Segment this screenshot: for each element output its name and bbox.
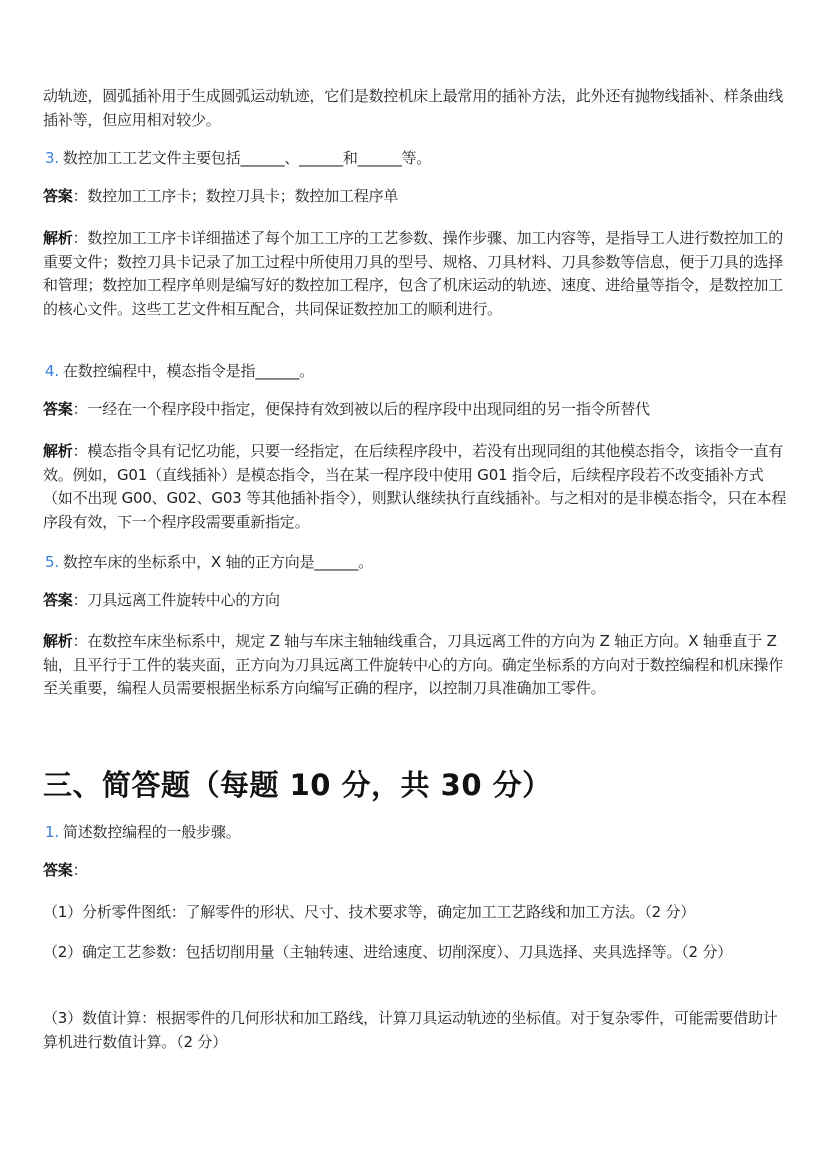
question-4 (43, 360, 787, 384)
question-5 (43, 551, 787, 575)
analysis-label: 解析 (43, 442, 73, 460)
analysis-5 (43, 630, 787, 701)
answer-text: ：刀具远离工件旋转中心的方向 (72, 591, 280, 609)
answer-label: 答案 (43, 591, 73, 609)
answer-step-3 (43, 1007, 787, 1054)
analysis-3 (43, 227, 787, 321)
analysis-label: 解析 (43, 229, 73, 247)
analysis-4 (43, 440, 787, 534)
step-text: （3）数值计算：根据零件的几何形状和加工路线，计算刀具运动轨迹的坐标值。对于复杂零件，可能需要借助计算机进行数值计算。（2 分） (43, 1009, 778, 1051)
answer-5 (43, 589, 787, 613)
analysis-label: 解析 (43, 632, 73, 650)
answer-step-1 (43, 901, 787, 925)
question-text: 数控车床的坐标系中，X 轴的正方向是______。 (62, 553, 373, 571)
answer-label: 答案 (43, 187, 73, 205)
analysis-text: ：模态指令具有记忆功能，只要一经指定，在后续程序段中，若没有出现同组的其他模态指令，该指令一直有效。例如，G01（直线插补）是模态指令，当在某一程序段中使用 G01 指令后，后续程序段若不改变插补方式（如不出现 G00、G02、G03 等其他插补指令），则默认继续执行直线插补。与之相对的是非模态指令，只在本程序段有效，下一个程序段需要重新指定。 (43, 442, 787, 531)
question-number: 5. (45, 553, 59, 571)
answer-label: 答案 (43, 400, 73, 418)
analysis-text: ：数控加工工序卡详细描述了每个加工工序的工艺参数、操作步骤、加工内容等，是指导工人进行数控加工的重要文件；数控刀具卡记录了加工过程中所使用刀具的型号、规格、刀具材料、刀具参数等信息，便于刀具的选择和管理；数控加工程序单则是编写好的数控加工程序，包含了机床运动的轨迹、速度、进给量等指令，是数控加工的核心文件。这些工艺文件相互配合，共同保证数控加工的顺利进行。 (43, 229, 784, 318)
question-1 (43, 821, 787, 845)
question-text: 数控加工工艺文件主要包括______、______和______等。 (62, 149, 432, 167)
step-text: （2）确定工艺参数：包括切削用量（主轴转速、进给速度、切削深度）、刀具选择、夹具选择等。（2 分） (43, 943, 733, 961)
paragraph-text: 动轨迹，圆弧插补用于生成圆弧运动轨迹，它们是数控机床上最常用的插补方法，此外还有抛物线插补、样条曲线插补等，但应用相对较少。 (43, 87, 784, 129)
answer-4 (43, 398, 787, 422)
answer-text: ： (72, 861, 88, 879)
question-text: 在数控编程中，模态指令是指______。 (62, 362, 314, 380)
continued-paragraph (43, 85, 787, 132)
analysis-text: ：在数控车床坐标系中，规定 Z 轴与车床主轴轴线重合，刀具远离工件的方向为 Z 轴正方向。X 轴垂直于 Z 轴，且平行于工件的装夹面，正方向为刀具远离工件旋转中心的方向。确定坐标系的方向对于数控编程和机床操作至关重要，编程人员需要根据坐标系方向编写正确的程序，以控制刀具准确加工零件。 (43, 632, 784, 697)
question-number: 3. (45, 149, 59, 167)
answer-text: ：数控加工工序卡；数控刀具卡；数控加工程序单 (72, 187, 399, 205)
question-number: 4. (45, 362, 59, 380)
answer-step-2 (43, 941, 787, 965)
answer-3 (43, 185, 787, 209)
answer-text: ：一经在一个程序段中指定，便保持有效到被以后的程序段中出现同组的另一指令所替代 (72, 400, 650, 418)
step-text: （1）分析零件图纸：了解零件的形状、尺寸、技术要求等，确定加工工艺路线和加工方法。（2 分） (43, 903, 696, 921)
section-heading: 三、简答题（每题 10 分，共 30 分） (43, 768, 552, 802)
answer-1 (43, 859, 787, 883)
question-3 (43, 147, 787, 171)
question-number: 1. (45, 823, 59, 841)
question-text: 简述数控编程的一般步骤。 (62, 823, 241, 841)
answer-label: 答案 (43, 861, 73, 879)
